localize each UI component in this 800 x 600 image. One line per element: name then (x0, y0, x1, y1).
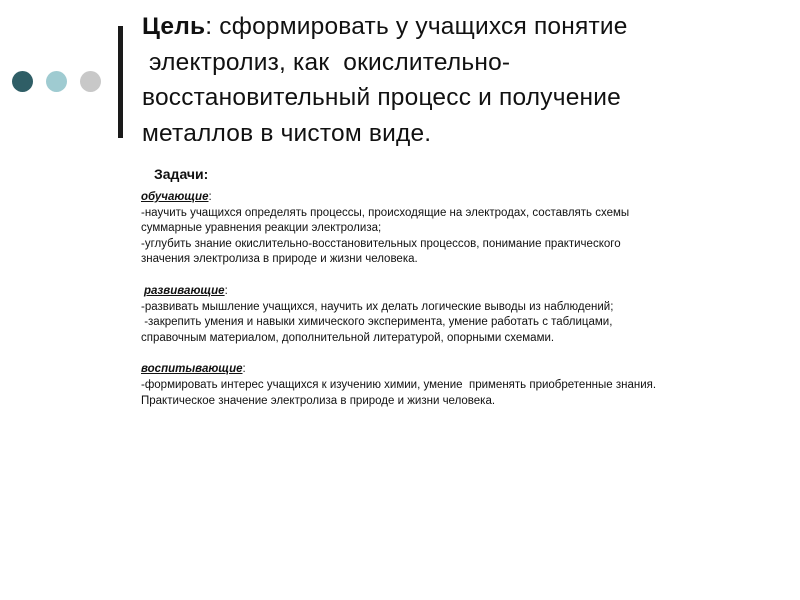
section-learning (141, 190, 781, 268)
vertical-divider (118, 26, 123, 138)
section-line: справочным материалом, дополнительной литературой, опорными схемами. (141, 331, 555, 344)
section-line: суммарные уравнения реакции электролиза; (141, 222, 382, 235)
section-line: -углубить знание окислительно-восстановительных процессов, понимание практического (141, 237, 621, 250)
section-line: Практическое значение электролиза в природе и жизни человека. (141, 394, 496, 407)
section-developing (141, 284, 781, 346)
section-educating (141, 362, 781, 409)
section-heading-row (141, 190, 781, 206)
goal-text-first: : сформировать у учащихся понятие (205, 13, 628, 40)
decorative-dots (12, 71, 101, 92)
section-line: -научить учащихся определять процессы, происходящие на электродах, составлять схемы (141, 206, 630, 219)
tasks-body (141, 190, 781, 425)
dot-light (46, 71, 67, 92)
goal-title (142, 9, 782, 151)
goal-text-line: восстановительный процесс и получение (142, 84, 621, 111)
goal-label: Цель (142, 13, 206, 40)
tasks-heading: Задачи: (154, 166, 209, 182)
section-heading-colon: : (208, 191, 212, 203)
section-line: значения электролиза в природе и жизни человека. (141, 253, 418, 266)
section-heading: обучающие (141, 191, 209, 203)
section-heading-colon: : (242, 363, 246, 376)
dot-dark (12, 71, 33, 92)
section-heading: воспитывающие (141, 363, 243, 376)
section-line: -развивать мышление учащихся, научить их делать логические выводы из наблюдений; (141, 300, 614, 313)
goal-text-line: металлов в чистом виде. (142, 119, 432, 147)
section-line: -формировать интерес учащихся к изучению химии, умение применять приобретенные знания. (141, 378, 657, 391)
goal-text-line: электролиз, как окислительно- (142, 48, 511, 76)
section-heading: развивающие (144, 284, 225, 297)
dot-gray (80, 71, 101, 92)
section-line: -закрепить умения и навыки химического эксперимента, умение работать с таблицами, (141, 316, 613, 329)
section-heading-colon: : (224, 284, 228, 297)
section-heading-row (141, 284, 781, 300)
section-heading-row (141, 362, 781, 378)
